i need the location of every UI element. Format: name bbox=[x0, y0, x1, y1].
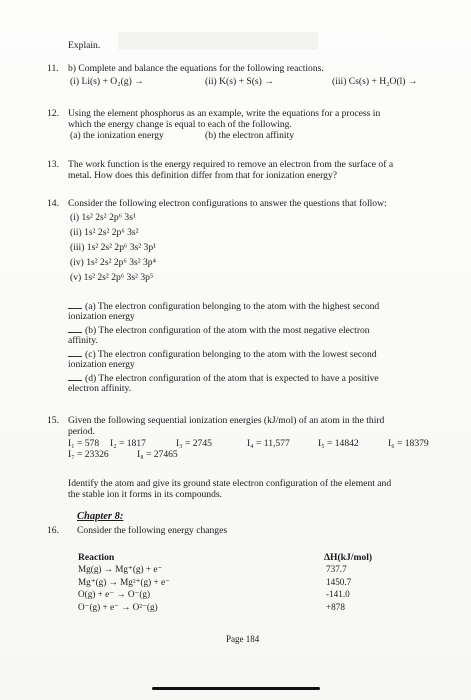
table-row-dh: 737.7 bbox=[326, 564, 347, 574]
q11-item-ii: (ii) K(s) + S(s) → bbox=[205, 76, 274, 87]
q11-prompt: b) Complete and balance the equations for the following reactions. bbox=[68, 63, 324, 74]
home-indicator-bar bbox=[152, 687, 320, 690]
q14-prompt: Consider the following electron configurations to answer the questions that follow: bbox=[68, 198, 387, 209]
q14-part-d-cont: electron affinity. bbox=[68, 383, 132, 394]
ionization-energy: I₁ = 578 bbox=[68, 438, 100, 449]
q12-line-1: Using the element phosphorus as an example, write the equations for a process in bbox=[68, 108, 381, 119]
dh-column bbox=[326, 563, 351, 613]
q14-part-a-cont: ionization energy bbox=[68, 311, 135, 322]
q12-number: 12. bbox=[47, 108, 59, 119]
q15-number: 15. bbox=[47, 415, 59, 426]
ionization-energy: I₃ = 2745 bbox=[176, 438, 212, 449]
table-header-dh: ΔH(kJ/mol) bbox=[324, 552, 373, 563]
ionization-energy: I₂ = 1817 bbox=[110, 438, 146, 449]
faded-header-mark bbox=[118, 32, 318, 50]
table-row-reaction: Mg(g) → Mg⁺(g) + e⁻ bbox=[78, 564, 163, 574]
answer-blank bbox=[68, 372, 82, 381]
table-row-reaction: O(g) + e⁻ → O⁻(g) bbox=[78, 589, 151, 599]
config-item: (i) 1s² 2s² 2p⁶ 3s¹ bbox=[70, 212, 136, 223]
reaction-column bbox=[78, 563, 170, 613]
ionization-energy: I₅ = 14842 bbox=[318, 438, 359, 449]
page-number: Page 184 bbox=[226, 634, 260, 644]
q14-part-b bbox=[68, 324, 370, 336]
q15-identify-line-1: Identify the atom and give its ground state electron configuration of the element and bbox=[68, 478, 392, 489]
q14-part-b-text: (b) The electron configuration of the atom with the most negative electron bbox=[85, 325, 370, 336]
ionization-energy: I₈ = 27465 bbox=[137, 449, 178, 460]
q12-line-2: which the energy change is equal to each of the following. bbox=[68, 119, 292, 130]
q16-prompt: Consider the following energy changes bbox=[77, 525, 228, 536]
q11-number: 11. bbox=[47, 63, 59, 74]
chapter-heading: Chapter 8: bbox=[77, 511, 124, 522]
table-row-reaction: O⁻(g) + e⁻ → O²⁻(g) bbox=[78, 601, 158, 612]
ionization-energy: I₆ = 18379 bbox=[388, 438, 429, 449]
q14-part-b-cont: affinity. bbox=[68, 335, 98, 346]
answer-blank bbox=[68, 300, 82, 309]
config-item: (iv) 1s² 2s² 2p⁶ 3s² 3p⁴ bbox=[70, 257, 156, 268]
q14-part-c-text: (c) The electron configuration belonging to the atom with the lowest second bbox=[85, 349, 377, 360]
q16-number: 16. bbox=[47, 525, 59, 536]
config-item: (v) 1s² 2s² 2p⁶ 3s² 3p⁵ bbox=[70, 272, 154, 283]
config-item: (ii) 1s² 2s² 2p⁶ 3s² bbox=[70, 227, 139, 238]
table-header-reaction: Reaction bbox=[78, 552, 115, 563]
answer-blank bbox=[68, 348, 82, 357]
q15-line-1: Given the following sequential ionization energies (kJ/mol) of an atom in the third bbox=[68, 415, 385, 426]
ionization-energy: I₄ = 11,577 bbox=[247, 438, 290, 449]
table-row-reaction: Mg⁺(g) → Mg²⁺(g) + e⁻ bbox=[78, 576, 170, 587]
ionization-energy: I₇ = 23326 bbox=[68, 449, 109, 460]
q15-line-2: period. bbox=[68, 426, 95, 437]
table-row-dh: +878 bbox=[326, 601, 345, 612]
q14-part-a-text: (a) The electron configuration belonging to the atom with the highest second bbox=[85, 301, 380, 312]
table-row-dh: -141.0 bbox=[326, 589, 350, 599]
table-row-dh: 1450.7 bbox=[326, 576, 352, 587]
q11-item-iii: (iii) Cs(s) + H₂O(l) → bbox=[332, 76, 418, 87]
q13-line-1: The work function is the energy required to remove an electron from the surface of a bbox=[68, 159, 394, 170]
q12-part-a: (a) the ionization energy bbox=[70, 130, 164, 141]
q12-part-b: (b) the electron affinity bbox=[205, 130, 295, 141]
explain-label: Explain. bbox=[68, 40, 101, 51]
q14-part-c-cont: ionization energy bbox=[68, 359, 135, 370]
q14-part-d-text: (d) The electron configuration of the atom that is expected to have a positive bbox=[85, 373, 379, 384]
q13-line-2: metal. How does this definition differ from that for ionization energy? bbox=[68, 170, 337, 181]
q11-item-i: (i) Li(s) + O₂(g) → bbox=[70, 76, 144, 87]
q13-number: 13. bbox=[47, 159, 59, 170]
answer-blank bbox=[68, 324, 82, 333]
q15-identify-line-2: the stable ion it forms in its compounds. bbox=[68, 489, 223, 500]
config-item: (iii) 1s² 2s² 2p⁶ 3s² 3p¹ bbox=[70, 242, 157, 253]
q14-number: 14. bbox=[47, 198, 59, 209]
